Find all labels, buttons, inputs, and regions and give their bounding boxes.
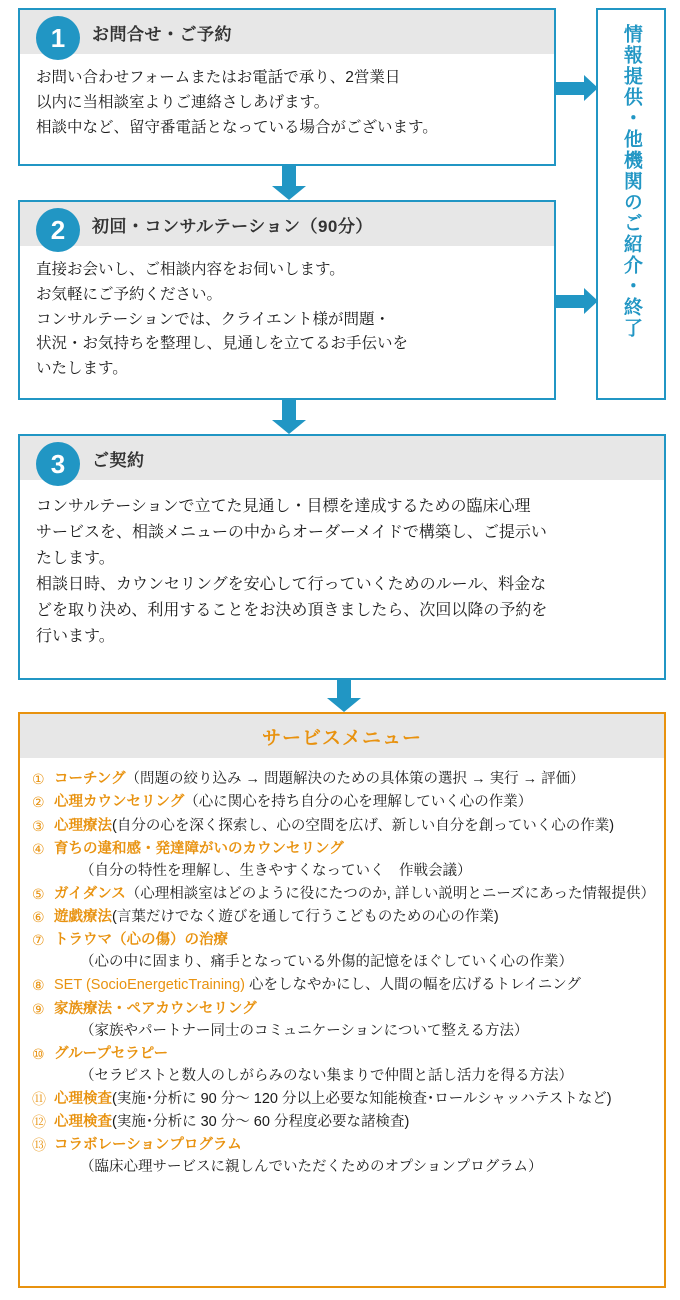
menu-item-text	[54, 838, 656, 882]
menu-item-number: ①	[32, 771, 45, 787]
step-3-line: どを取り決め、利用することをお決め頂きましたら、次回以降の予約を	[36, 601, 548, 619]
menu-item-description: (言葉だけでなく遊びを通して行うこどものための心の作業)	[112, 909, 499, 926]
menu-item-text	[54, 1088, 656, 1110]
menu-list-item[interactable]	[32, 838, 656, 882]
side-box-referral	[596, 8, 666, 400]
step-1-number: 1	[36, 16, 80, 60]
step-2-line: お気軽にご予約ください。	[36, 285, 223, 303]
step-3-body	[20, 480, 664, 659]
menu-item-number: ⑬	[32, 1137, 46, 1154]
step-3-title: ご契約	[92, 450, 145, 470]
menu-item-description: (実施･分析に 30 分～ 60 分程度必要な諸検査)	[112, 1114, 410, 1131]
menu-item-number: ⑨	[32, 1000, 45, 1017]
menu-item-number: ⑩	[32, 1045, 45, 1062]
menu-item-title: 心理検査	[54, 1090, 112, 1107]
menu-item-title: 心理療法	[54, 817, 112, 834]
menu-item-text	[54, 1043, 656, 1087]
menu-item-text	[54, 768, 656, 790]
service-menu-header	[20, 714, 664, 758]
step-3-line: たします。	[36, 549, 115, 567]
menu-item-number: ⑤	[32, 885, 45, 902]
menu-list-item[interactable]	[32, 1088, 656, 1110]
menu-list-item[interactable]	[32, 1043, 656, 1087]
menu-list-item[interactable]	[32, 1111, 656, 1133]
step-box-1	[18, 8, 556, 166]
menu-item-description: （問題の絞り込み → 問題解決のための具体策の選択 → 実行 → 評価）	[125, 771, 585, 787]
menu-item-number: ④	[32, 840, 45, 857]
menu-list-item[interactable]	[32, 929, 656, 973]
step-1-body	[20, 54, 554, 150]
menu-item-text	[54, 815, 656, 837]
menu-item-title: 遊戯療法	[54, 909, 112, 926]
step-3-line: 相談日時、カウンセリングを安心して行っていくためのルール、料金な	[36, 575, 547, 593]
menu-list-item[interactable]	[32, 791, 656, 813]
menu-item-number: ⑧	[32, 977, 45, 994]
side-box-text: 情報提供・他機関のご紹介・終了	[620, 24, 642, 339]
menu-item-title: ガイダンス	[54, 885, 126, 902]
step-3-number: 3	[36, 442, 80, 486]
menu-item-subdescription: （心の中に固まり、痛手となっている外傷的記憶をほぐしていく心の作業）	[80, 954, 573, 971]
menu-item-description: (実施･分析に 90 分～ 120 分以上必要な知能検査･ロールシャッハテストなど)	[112, 1090, 612, 1107]
menu-item-text	[54, 883, 656, 905]
step-box-2	[18, 200, 556, 400]
menu-item-title: 心理検査	[54, 1114, 112, 1131]
menu-item-title: トラウマ（心の傷）の治療	[54, 932, 228, 949]
menu-item-description: 心をしなやかにし、人間の幅を広げるトレイニング	[245, 977, 581, 994]
step-2-line: コンサルテーションでは、クライエント様が問題・	[36, 310, 391, 328]
step-3-line: 行います。	[36, 627, 115, 645]
menu-list-item[interactable]	[32, 974, 656, 996]
arrow-step2-to-side	[556, 288, 598, 314]
menu-item-title: コラボレーションプログラム	[54, 1137, 242, 1154]
menu-list-item[interactable]	[32, 883, 656, 905]
menu-item-text	[54, 929, 656, 973]
menu-list-item[interactable]	[32, 906, 656, 928]
menu-item-description: （心に関心を持ち自分の心を理解していく心の作業）	[184, 794, 533, 811]
menu-item-title: コーチング	[54, 771, 126, 787]
menu-item-text	[54, 906, 656, 928]
service-menu-list	[20, 758, 664, 1185]
menu-item-title: 心理カウンセリング	[54, 794, 185, 811]
menu-item-title: 育ちの違和感・発達障がいのカウンセリング	[54, 840, 344, 857]
step-2-header	[20, 202, 554, 246]
menu-item-number: ⑦	[32, 932, 45, 949]
menu-list-item[interactable]	[32, 998, 656, 1042]
step-2-line: いたします。	[36, 360, 128, 378]
step-box-3	[18, 434, 666, 680]
step-2-number: 2	[36, 208, 80, 252]
arrow-step2-to-step3	[272, 400, 306, 434]
step-3-header	[20, 436, 664, 480]
menu-item-number: ③	[32, 817, 45, 834]
step-1-header	[20, 10, 554, 54]
menu-item-subdescription: （セラピストと数人のしがらみのない集まりで仲間と話し活力を得る方法）	[80, 1067, 573, 1084]
step-1-line: お問い合わせフォームまたはお電話で承り、2営業日	[36, 69, 401, 86]
menu-item-text	[54, 791, 656, 813]
step-3-line: コンサルテーションで立てた見通し・目標を達成するための臨床心理	[36, 498, 531, 515]
menu-item-text	[54, 998, 656, 1042]
menu-item-subdescription: （家族やパートナー同士のコミュニケーションについて整える方法）	[80, 1022, 529, 1039]
menu-item-text	[54, 1111, 656, 1133]
menu-item-title: 家族療法・ペアカウンセリング	[54, 1000, 257, 1017]
menu-item-description: (自分の心を深く探索し、心の空間を広げ、新しい自分を創っていく心の作業)	[112, 817, 615, 834]
step-1-line: 以内に当相談室よりご連絡さしあげます。	[36, 93, 330, 111]
step-3-line: サービスを、相談メニューの中からオーダーメイドで構築し、ご提示い	[36, 523, 547, 541]
step-2-line: 状況・お気持ちを整理し、見通しを立てるお手伝いを	[36, 335, 409, 353]
menu-item-title: グループセラピー	[54, 1045, 169, 1062]
menu-item-number: ⑥	[32, 909, 45, 926]
menu-list-item[interactable]	[32, 815, 656, 837]
menu-list-item[interactable]	[32, 768, 656, 790]
arrow-step1-to-step2	[272, 166, 306, 200]
menu-item-subdescription: （臨床心理サービスに親しんでいただくためのオプションプログラム）	[80, 1159, 543, 1176]
step-2-body	[20, 246, 554, 392]
arrow-step3-to-menu	[327, 680, 361, 712]
menu-list-item[interactable]	[32, 1134, 656, 1178]
service-menu-title: サービスメニュー	[261, 727, 422, 749]
menu-item-subdescription: （自分の特性を理解し、生きやすくなっていく 作戦会議）	[80, 862, 472, 879]
menu-item-text	[54, 1134, 656, 1178]
menu-item-text	[54, 974, 656, 996]
menu-item-number: ⑪	[32, 1090, 46, 1107]
arrow-step1-to-side	[556, 75, 598, 101]
menu-item-title: SET (SocioEnergeticTraining)	[54, 977, 245, 994]
menu-item-description: （心理相談室はどのように役にたつのか, 詳しい説明とニーズにあった情報提供）	[125, 885, 655, 902]
menu-item-number: ②	[32, 794, 45, 811]
step-2-title: 初回・コンサルテーション（90分）	[92, 216, 373, 236]
step-1-line: 相談中など、留守番電話となっている場合がございます。	[36, 118, 438, 136]
menu-item-number: ⑫	[32, 1114, 46, 1131]
step-2-line: 直接お会いし、ご相談内容をお伺いします。	[36, 261, 345, 278]
step-1-title: お問合せ・ご予約	[92, 24, 232, 44]
service-menu-box	[18, 712, 666, 1288]
